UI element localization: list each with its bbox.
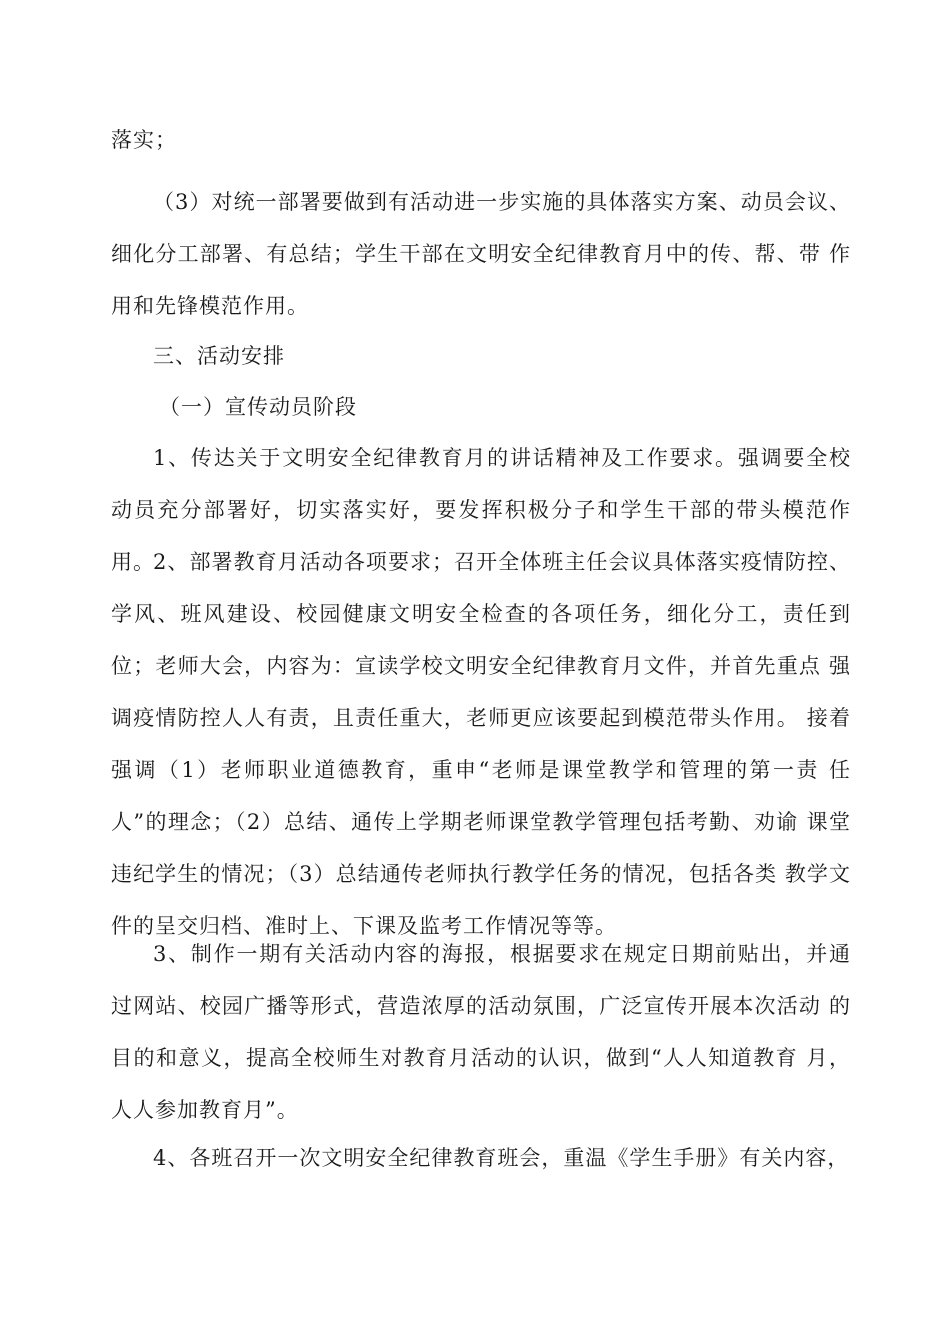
paragraph-continuation: 落实； bbox=[111, 128, 177, 152]
paragraph-step-3: 3、制作一期有关活动内容的海报，根据要求在规定日期前贴出，并通 过网站、校园广播等形式，营造浓厚的活动氛围，广泛宣传开展本次活动 的目的和意义，提高全校师生对教育月活动的认识，做到“人人知道教育 月，人人参加教育月”。 bbox=[111, 942, 851, 1122]
paragraph-step-1: 1、传达关于文明安全纪律教育月的讲话精神及工作要求。强调要全校 动员充分部署好，切实落实好，要发挥积极分子和学生干部的带头模范作 用。 bbox=[111, 446, 851, 574]
paragraph-step-2: 2、部署教育月活动各项要求；召开全体班主任会议具体落实疫情防控、学风、班风建设、校园健康文明安全检查的各项任务，细化分工，责任到 位；老师大会，内容为：宣读学校文明安全纪律教育月文件，并首先重点 强调疫情防控人人有责，且责任重大，老师更应该要起到模范带头作用。 接着强调（1）老师职业道德教育，重申“老师是课堂教学和管理的第一责 任人”的理念；（2）总结、通传上学期老师课堂教学管理包括考勤、劝谕 课堂违纪学生的情况；（3）总结通传老师执行教学任务的情况，包括各类 教学文件的呈交归档、准时上、下课及监考工作情况等等。 bbox=[111, 550, 851, 938]
paragraph-item-3: （3）对统一部署要做到有活动进一步实施的具体落实方案、动员会议、细化分工部署、有总结；学生干部在文明安全纪律教育月中的传、帮、带 作用和先锋模范作用。 bbox=[111, 190, 851, 318]
section-heading: 三、活动安排 bbox=[153, 344, 285, 368]
paragraph-step-4: 4、各班召开一次文明安全纪律教育班会，重温《学生手册》有关内容， bbox=[153, 1146, 850, 1170]
subsection-heading: （一）宣传动员阶段 bbox=[159, 395, 357, 419]
